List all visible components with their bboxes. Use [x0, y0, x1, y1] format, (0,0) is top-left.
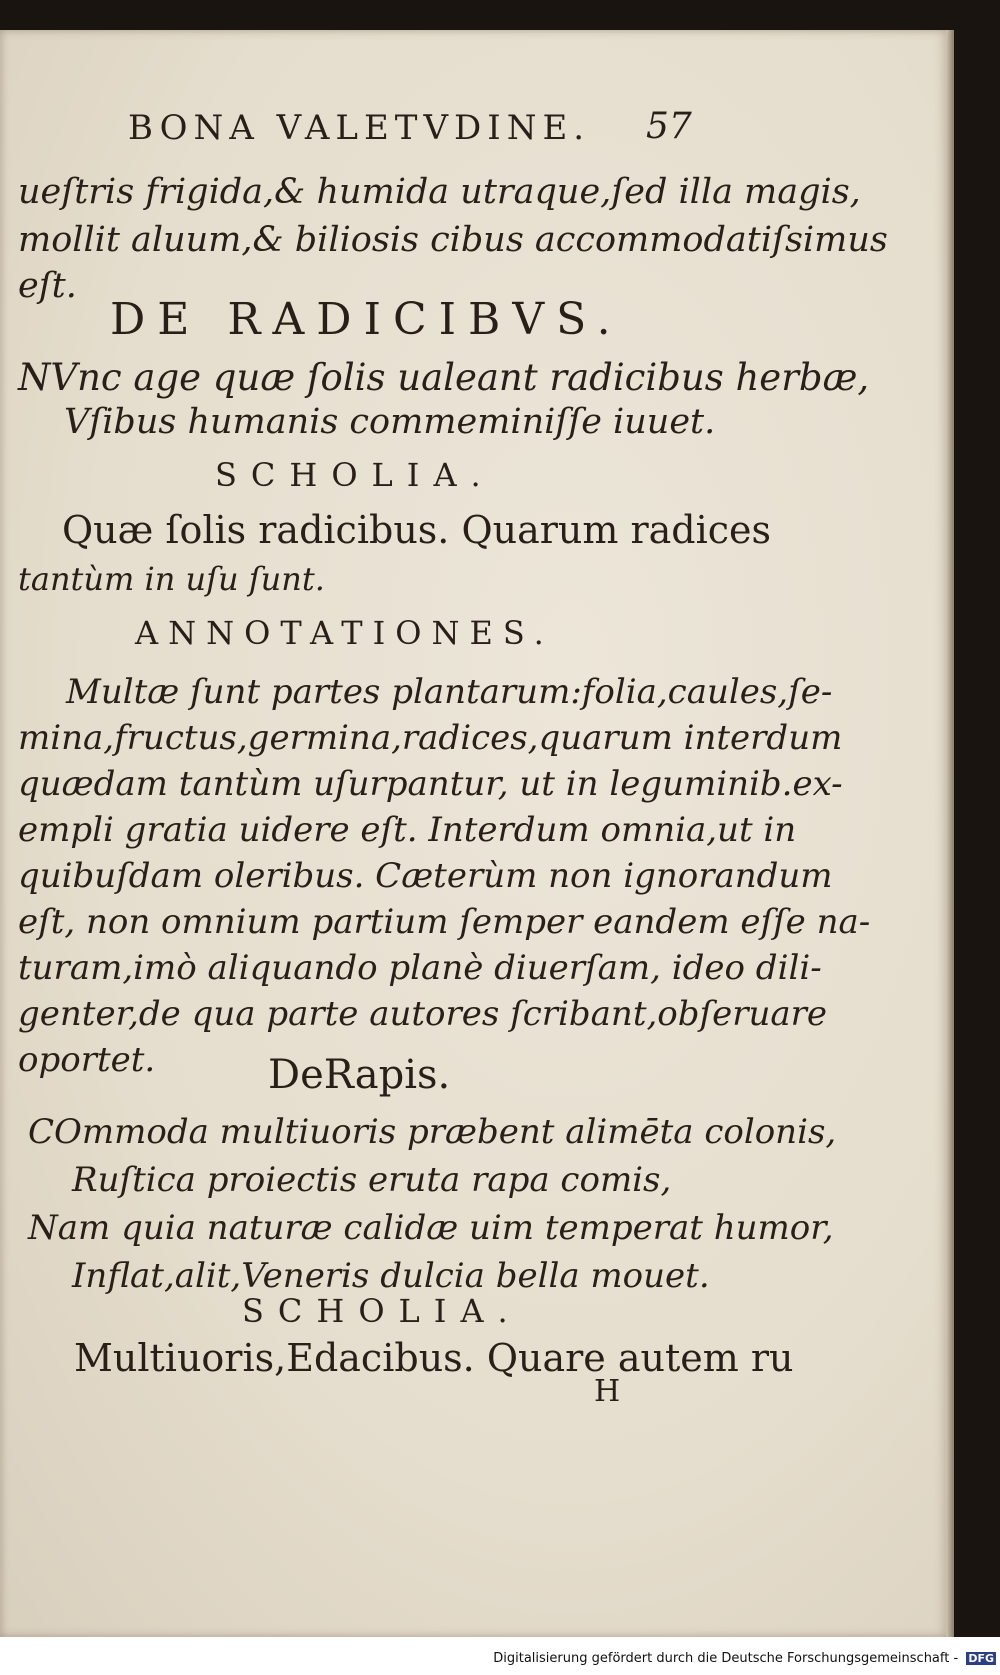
- annotation-line: genter,de qua parte autores ſcribant,obſeruare: [18, 994, 828, 1034]
- annotationes-heading: ANNOTATIONES.: [135, 614, 554, 652]
- verse-line: Nam quia naturæ calidæ uim temperat humor,: [28, 1208, 834, 1248]
- annotation-line: empli gratia uidere eſt. Interdum omnia,ut in: [18, 810, 797, 850]
- running-head: BONA VALETVDINE.: [128, 108, 591, 148]
- annotation-line: quædam tantùm uſurpantur, ut in leguminib.ex-: [18, 764, 843, 804]
- section-title: DE RADICIBVS.: [110, 294, 623, 345]
- annotation-line: mina,fructus,germina,radices,quarum interdum: [18, 718, 843, 758]
- verse-line: Inflat,alit,Veneris dulcia bella mouet.: [72, 1256, 710, 1296]
- verse-line: Ruſtica proiectis eruta rapa comis,: [72, 1160, 672, 1200]
- scholia-line: Quæ ſolis radicibus. Quarum radices: [62, 508, 772, 552]
- digitization-footer: [0, 1651, 996, 1666]
- body-line: ueſtris frigida,& humida utraque,ſed illa magis,: [18, 172, 861, 212]
- annotation-line: turam,imò aliquando planè diuerſam, ideo dili-: [18, 948, 822, 988]
- scholia-line: tantùm in uſu ſunt.: [18, 560, 325, 598]
- page-number: 57: [646, 106, 692, 147]
- verse-line: Vſibus humanis commeminiſſe iuuet.: [64, 402, 716, 442]
- annotation-line: Multæ ſunt partes plantarum:folia,caules,ſe-: [66, 672, 833, 712]
- signature-mark: H: [594, 1374, 621, 1409]
- footer-text: Digitalisierung gefördert durch die Deutsche Forschungsgemeinschaft -: [493, 1651, 959, 1666]
- annotation-line: eſt, non omnium partium ſemper eandem eſſe na-: [18, 902, 871, 942]
- page-edge: [946, 30, 954, 1637]
- annotation-line: oportet.: [18, 1040, 156, 1080]
- verse-line: COmmoda multiuoris præbent alimēta colonis,: [28, 1112, 837, 1152]
- body-line: mollit aluum,& biliosis cibus accommodatiſsimus: [18, 220, 888, 260]
- rapis-heading: DeRapis.: [268, 1052, 451, 1098]
- scholia-heading: SCHOLIA.: [242, 1292, 522, 1330]
- body-line: eſt.: [18, 266, 77, 306]
- scholia-heading: SCHOLIA.: [215, 456, 495, 494]
- scholia-line: Multiuoris,Edacibus. Quare autem ru: [74, 1336, 794, 1380]
- dfg-logo: DFG: [968, 1652, 994, 1665]
- annotation-line: quibuſdam oleribus. Cæterùm non ignorandum: [18, 856, 833, 896]
- verse-line: NVnc age quæ ſolis ualeant radicibus herbæ,: [18, 356, 870, 399]
